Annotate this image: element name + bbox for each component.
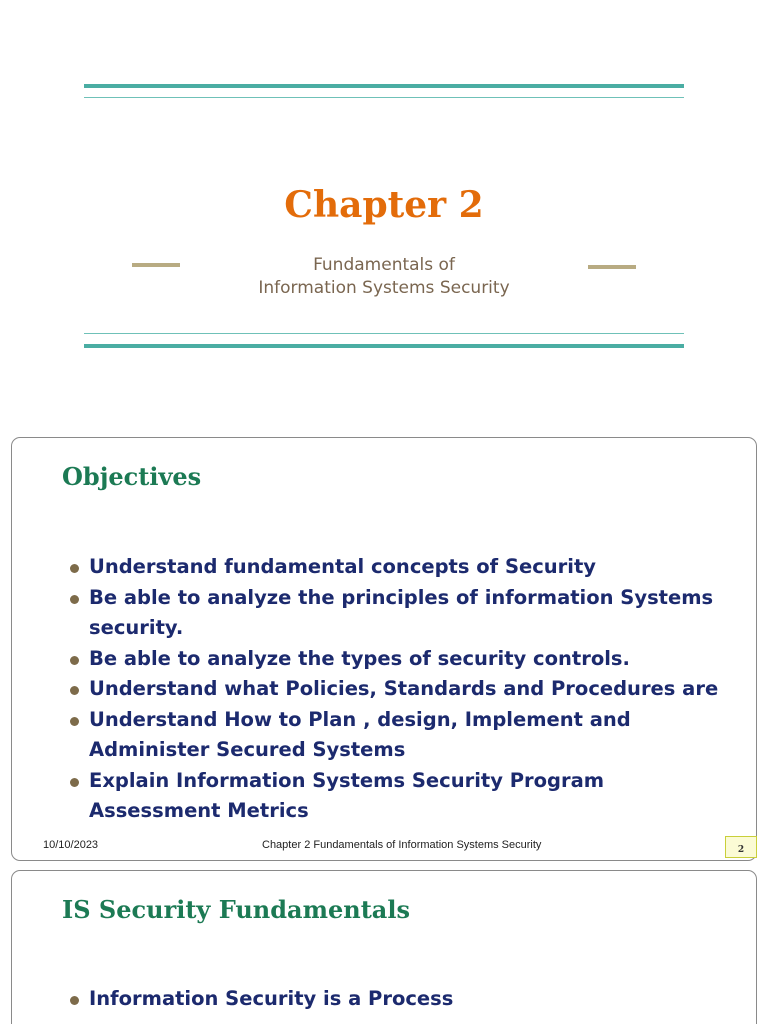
title-slide xyxy=(0,0,768,420)
list-item xyxy=(70,583,740,644)
list-item xyxy=(70,674,740,705)
bullet-dot-icon xyxy=(70,656,79,665)
chapter-title: Chapter 2 xyxy=(284,184,484,226)
bottom-thick-rule xyxy=(84,344,684,348)
list-item xyxy=(70,552,740,583)
top-thick-rule xyxy=(84,84,684,88)
bullet-dot-icon xyxy=(70,778,79,787)
list-item xyxy=(70,984,740,1015)
bullet-text: Understand what Policies, Standards and Procedures are xyxy=(89,677,719,700)
bottom-thin-rule xyxy=(84,333,684,334)
is-security-fundamentals-title: IS Security Fundamentals xyxy=(62,895,410,924)
bullet-dot-icon xyxy=(70,996,79,1005)
footer-title: Chapter 2 Fundamentals of Information Systems Security xyxy=(262,839,542,851)
objectives-slide xyxy=(11,437,757,861)
subtitle-line-2: Information Systems Security xyxy=(258,278,510,298)
bullet-text: Information Security is a Process xyxy=(89,987,454,1010)
bullet-text: Understand How to Plan , design, Implement and Administer Secured Systems xyxy=(89,707,631,761)
bullet-text: Explain Information Systems Security Program Assessment Metrics xyxy=(89,768,605,822)
subtitle-line-1: Fundamentals of xyxy=(313,255,455,275)
bullet-dot-icon xyxy=(70,686,79,695)
bullet-text: Understand fundamental concepts of Security xyxy=(89,555,596,578)
bullet-text: Be able to analyze the principles of information Systems security. xyxy=(89,585,714,639)
page-number-badge: 2 xyxy=(725,836,757,858)
right-decorative-dash xyxy=(588,265,636,269)
chapter-subtitle xyxy=(0,254,768,300)
bullet-text: Be able to analyze the types of security controls. xyxy=(89,646,630,670)
bullet-dot-icon xyxy=(70,595,79,604)
footer-date: 10/10/2023 xyxy=(43,839,99,851)
list-item xyxy=(70,644,740,675)
objectives-title: Objectives xyxy=(62,462,202,491)
fundamentals-list xyxy=(70,984,740,1015)
list-item xyxy=(70,705,740,766)
objectives-list xyxy=(70,552,740,827)
list-item xyxy=(70,766,740,827)
bullet-dot-icon xyxy=(70,717,79,726)
bullet-dot-icon xyxy=(70,564,79,573)
top-thin-rule xyxy=(84,97,684,98)
is-security-fundamentals-slide xyxy=(11,870,757,1024)
